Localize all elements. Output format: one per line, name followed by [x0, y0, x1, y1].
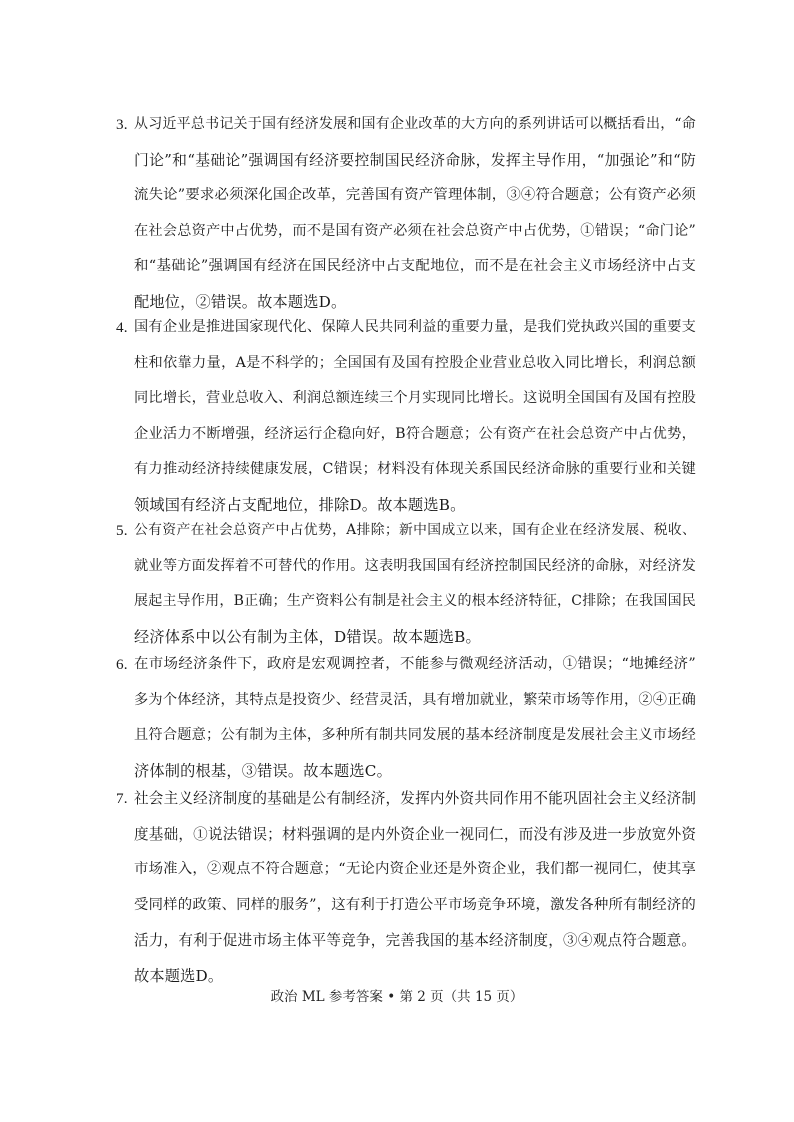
text-line: 展起主导作用，B正确；生产资料公有制是社会主义的根本经济特征，C排除；在我国国民 — [134, 593, 696, 609]
text-line: 且符合题意；公有制为主体，多种所有制共同发展的基本经济制度是发展社会主义市场经 — [134, 727, 696, 743]
text-line: 配地位，②错误。故本题选D。 — [134, 292, 347, 311]
answer-item-3 — [116, 107, 696, 320]
text-line: 就业等方面发挥着不可替代的作用。这表明我国国有经济控制国民经济的命脉，对经济发 — [134, 557, 696, 574]
answer-item-6 — [116, 647, 696, 789]
item-number: 6. — [116, 656, 128, 673]
text-line: 度基础，①说法错误；材料强调的是内外资企业一视同仁，而没有涉及进一步放宽外资 — [134, 825, 697, 843]
text-line: 和“基础论”强调国有经济在国民经济中占支配地位，而不是在社会主义市场经济中占支 — [134, 258, 696, 274]
answer-item-5 — [116, 513, 696, 655]
item-number: 5. — [116, 522, 128, 539]
text-line: 经济体系中以公有制为主体，D错误。故本题选B。 — [134, 627, 481, 646]
text-line: 同比增长，营业总收入、利润总额连续三个月实现同比增长。这说明全国国有及国有控股 — [134, 390, 696, 406]
text-line: 国有企业是推进国家现代化、保障人民共同利益的重要力量，是我们党执政兴国的重要支 — [134, 319, 696, 335]
item-number: 4. — [116, 319, 128, 336]
text-line: 多为个体经济，其特点是投资少、经营灵活，具有增加就业，繁荣市场等作用，②④正确 — [134, 691, 696, 708]
answer-text — [134, 310, 696, 523]
text-line: 活力，有利于促进市场主体平等竞争，完善我国的基本经济制度，③④观点符合题意。 — [134, 932, 697, 949]
text-line: 在市场经济条件下，政府是宏观调控者，不能参与微观经济活动，①错误；“地摊经济” — [134, 656, 696, 672]
answer-text — [134, 647, 696, 789]
text-line: 社会主义经济制度的基础是公有制经济，发挥内外资共同作用不能巩固社会主义经济制 — [134, 790, 697, 807]
text-line: 企业活力不断增强，经济运行企稳向好，B符合题意；公有资产在社会总资产中占优势， — [134, 425, 696, 442]
item-number: 7. — [116, 790, 128, 807]
text-line: 领域国有经济占支配地位，排除D。故本题选B。 — [134, 495, 466, 514]
text-line: 故本题选D。 — [134, 966, 224, 985]
text-line: 流失论”要求必须深化国企改革，完善国有资产管理体制，③④符合题意；公有资产必须 — [134, 187, 697, 203]
answer-item-7 — [116, 781, 696, 994]
answer-text — [134, 781, 696, 994]
text-line: 柱和依靠力量，A是不科学的；全国国有及国有控股企业营业总收入同比增长，利润总额 — [134, 354, 696, 371]
text-line: 在社会总资产中占优势，而不是国有资产必须在社会总资产中占优势，①错误；“命门论” — [134, 222, 696, 239]
text-line: 济体制的根基，③错误。故本题选C。 — [134, 761, 393, 780]
text-line: 受同样的政策、同样的服务”，这有利于打造公平市场竞争环境，激发各种所有制经济的 — [134, 896, 697, 913]
answer-text — [134, 513, 696, 655]
text-line: 从习近平总书记关于国有经济发展和国有企业改革的大方向的系列讲话可以概括看出，“命 — [134, 116, 696, 132]
text-line: 有力推动经济持续健康发展，C错误；材料没有体现关系国民经济命脉的重要行业和关键 — [134, 461, 696, 477]
answer-item-4 — [116, 310, 696, 523]
text-line: 门论”和“基础论”强调国有经济要控制国民经济命脉，发挥主导作用，“加强论”和“防 — [134, 151, 696, 169]
text-line: 市场准入，②观点不符合题意；“无论内资企业还是外资企业，我们都一视同仁，使其享 — [134, 861, 697, 877]
page-footer: 政治 ML 参考答案 • 第 2 页（共 15 页） — [270, 989, 524, 1005]
item-number: 3. — [116, 116, 128, 133]
answer-text — [134, 107, 696, 320]
text-line: 公有资产在社会总资产中占优势，A排除；新中国成立以来，国有企业在经济发展、税收、 — [134, 522, 696, 538]
